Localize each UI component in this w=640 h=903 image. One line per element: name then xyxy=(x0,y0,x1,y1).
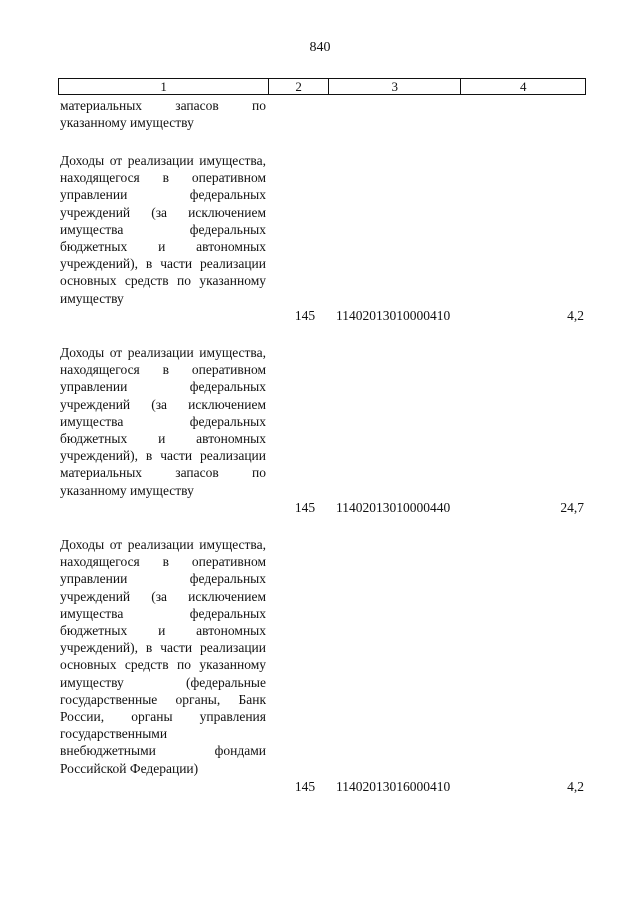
column-header-3: 3 xyxy=(329,79,462,94)
row-admin-code: 145 xyxy=(294,779,316,794)
row-admin-code: 145 xyxy=(294,308,316,323)
page-number: 840 xyxy=(309,40,331,55)
row-description: Доходы от реализации имущества, находящегося в оперативном управлении федеральных учреждений (за исключением имущества федеральных бюджетных и автономных учреждений), в части реализации основных средств по указанному имуществу (федеральные государственные органы, Банк России, органы управления государственными внебюджетными фондами Российской Федерации) xyxy=(60,537,266,776)
table-header-row xyxy=(58,78,586,95)
row-amount: 4,2 xyxy=(567,308,584,323)
row-amount: 4,2 xyxy=(567,779,584,794)
row-description: Доходы от реализации имущества, находящегося в оперативном управлении федеральных учреждений (за исключением имущества федеральных бюджетных и автономных учреждений), в части реализации основных средств по указанному имуществу xyxy=(60,153,266,306)
table-row xyxy=(60,97,586,137)
row-budget-code: 11402013016000410 xyxy=(336,779,451,794)
row-budget-code: 11402013010000410 xyxy=(336,308,451,323)
table-row xyxy=(60,536,586,806)
table-row xyxy=(60,152,586,332)
row-budget-code: 11402013010000440 xyxy=(336,500,451,515)
row-description: материальных запасов по указанному имуществу xyxy=(60,98,266,131)
column-header-4: 4 xyxy=(520,79,527,94)
column-header-2: 2 xyxy=(269,79,329,94)
column-header-1: 1 xyxy=(59,79,269,94)
row-description: Доходы от реализации имущества, находящегося в оперативном управлении федеральных учреждений (за исключением имущества федеральных бюджетных и автономных учреждений), в части реализации материальных запасов по указанному имуществу xyxy=(60,345,266,498)
table-row xyxy=(60,344,586,524)
row-admin-code: 145 xyxy=(294,500,316,515)
row-amount: 24,7 xyxy=(560,500,584,515)
